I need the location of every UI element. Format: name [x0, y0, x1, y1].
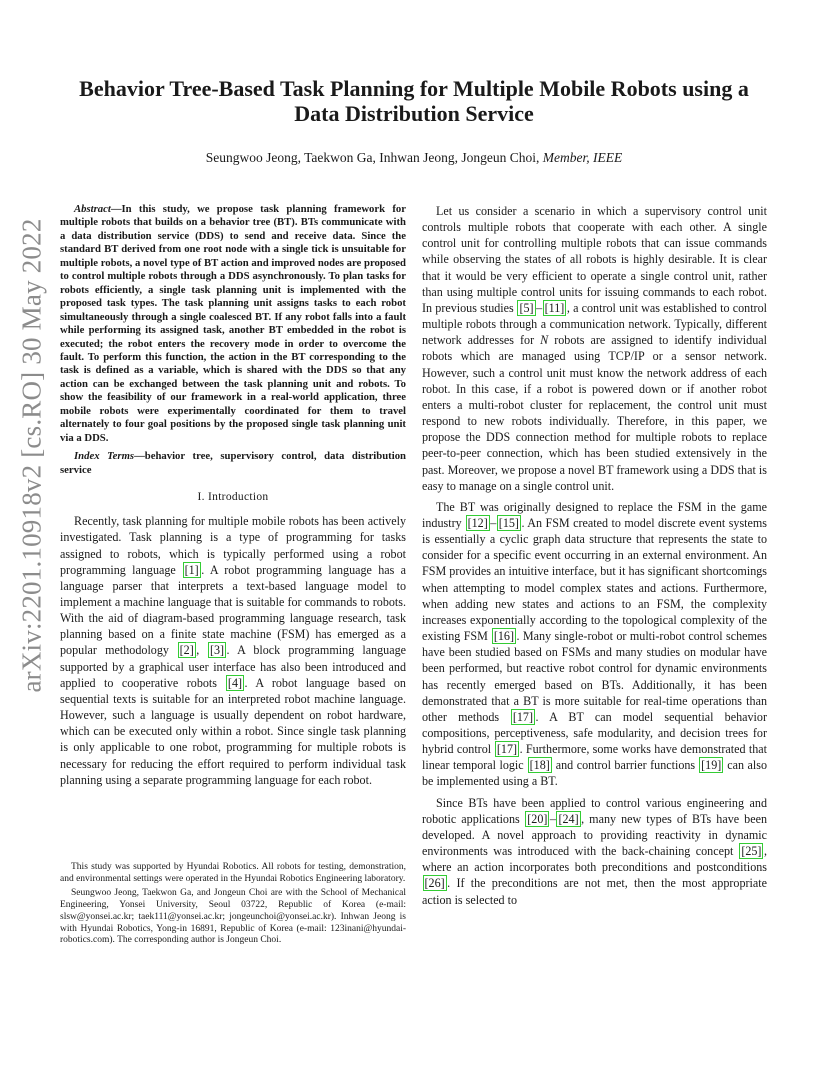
index-terms-label: Index Terms — [74, 450, 135, 463]
text-run: . A robot programming language has a language parser that interprets a text-based language model to implement a machine language that is suitable for commands to robots. With the aid of diagram-based programming language research, task planning based on a finite state machine (FSM) has emerged as a popular methodology — [60, 562, 407, 658]
citation-link[interactable]: [26] — [424, 876, 445, 891]
text-run: and control barrier functions — [552, 758, 699, 773]
citation-link[interactable]: [24] — [558, 811, 579, 826]
text-run: . A BT can model sequential behavior compositions, perceptiveness, safe modularity, and decision trees for hybrid control — [422, 709, 767, 757]
citation-link[interactable]: [12] — [467, 515, 488, 530]
text-run: – — [549, 811, 556, 826]
citation-link[interactable]: [15] — [498, 515, 519, 530]
citation-link[interactable]: [17] — [496, 742, 518, 757]
text-run: . An FSM created to model discrete event systems is essentially a cyclic graph data structure that represents the state to consider for a specific event occurring in an external environment. An FSM provides an intuitive interface, but it has significant shortcomings when attempting to model complex states and actions. Furthermore, when adding new states and actions to an FSM, the complexity increases exponentially according to the topological complexity of the existing FSM — [422, 515, 767, 644]
arxiv-identifier-text: arXiv:2201.10918v2 [cs.RO] 30 May 2022 — [16, 217, 47, 693]
text-run: – — [536, 300, 543, 315]
citation-link[interactable]: [17] — [512, 709, 533, 724]
author-names: Seungwoo Jeong, Taekwon Ga, Inhwan Jeong, Jongeun Choi, — [205, 150, 540, 165]
abstract-label: Abstract — [74, 203, 111, 215]
citation-link[interactable]: [20] — [527, 811, 548, 826]
text-run: Since BTs have been applied to control various engineering and robotic applications — [422, 795, 767, 826]
text-run: can also be implemented using a BT. — [422, 758, 767, 789]
paper-title: Behavior Tree-Based Task Planning for Multiple Mobile Robots using a Data Distribution Service — [79, 76, 749, 126]
index-terms — [60, 450, 406, 477]
text-run: – — [490, 515, 497, 530]
citation-link[interactable]: [11] — [544, 300, 565, 315]
section-heading — [60, 489, 406, 505]
text-run: , a control unit was established to control multiple robots through a communication network. Typically, different network addresses for — [422, 300, 767, 348]
footnote-funding: This study was supported by Hyundai Robotics. All robots for testing, demonstration, and environmental settings were operated in the Hyundai Robotics Engineering laboratory. — [60, 862, 406, 884]
citation-link[interactable]: [25] — [741, 844, 762, 859]
text-run: , many new types of BTs have been developed. A novel approach to providing reactivity in dynamic environments was introduced with the back-chaining concept — [422, 811, 767, 859]
abstract-text: —In this study, we propose task planning framework for multiple robots that builds on a behavior tree (BT). BTs communicate with a data distribution service (DDS) to send and receive data. Since the standard BT derived from one root node with a single tick is unsuitable for multiple robots, a novel type of BT action and improved nodes are proposed to control multiple robots through a DDS asynchronously. To plan tasks for robots efficiently, a single task planning unit is implemented with the proposed task types. The task planning unit assigns tasks to each robot simultaneously through a single coalesced BT. If any robot falls into a fault while performing its assigned task, another BT embedded in the robot is executed; the robot enters the recovery mode in order to overcome the fault. To perform this function, the action in the BT corresponding to the task is defined as a variable, which is shared with the DDS so that any action can be exchanged between the task planning unit and robots. To show the feasibility of our framework in a real-world application, three mobile robots were experimentally coordinated for them to travel alternately to four goal positions by the proposed single task planning unit via a DDS. — [60, 203, 406, 444]
section-heading-text: I. Introduction — [197, 491, 269, 504]
math-variable: N — [540, 333, 549, 348]
text-run: . Many single-robot or multi-robot control schemes have been studied based on FSMs and many studies on modular have been performed, but reactive robot control for dynamic environments has recently emerged based on BTs. Additionally, it has been demonstrated that a BT is more suitable for real-time operations than other methods — [422, 629, 767, 724]
body-paragraph — [422, 499, 767, 790]
footnotes — [60, 862, 406, 950]
citation-link[interactable]: [5] — [519, 300, 534, 315]
text-run: . A block programming language supported by a graphical user interface has also been introduced and applied to cooperative robots — [60, 643, 407, 690]
author-list — [60, 150, 768, 166]
text-run: . Furthermore, some works have demonstrated that linear temporal logic — [422, 742, 767, 773]
author-role: Member, IEEE — [542, 150, 623, 165]
body-paragraph — [422, 203, 767, 494]
abstract — [60, 203, 406, 445]
citation-link[interactable]: [16] — [493, 629, 514, 644]
citation-link[interactable]: [3] — [209, 643, 225, 658]
text-run: robots are assigned to identify individual robots which are managed using TCP/IP or a sensor network. However, such a control unit must know the network address of each robot. In this case, if a robot is powered down or if another robot enters a multi-robot cluster for replacement, the control unit must respond to new robots individually. Therefore, in this paper, we propose the DDS connection method for multiple robots to replace peer-to-peer connection, which has been studied extensively in the past. Moreover, we propose a novel BT framework using a DDS that is easy to manage on a single control unit. — [422, 333, 767, 493]
body-paragraph — [422, 795, 767, 908]
text-run: Recently, task planning for multiple mobile robots has been actively investigated. Task planning is a type of programming for tasks assigned to robots, which is typically performed using a robot programming language — [60, 514, 406, 577]
citation-link[interactable]: [2] — [179, 643, 194, 658]
text-run: , — [196, 643, 208, 658]
text-run: The BT was originally designed to replace the FSM in the game industry — [422, 499, 767, 530]
text-run: , where an action incorporates both preconditions and postconditions — [422, 844, 767, 875]
left-column — [60, 203, 406, 793]
text-run: . A robot language based on sequential texts is suitable for an interpreted robot machine language. However, such a language is usually dependent on robot hardware, which can be executed only within a robot. Since single task planning is only applicable to one robot, programming for multiple robots is necessary for reducing the effort required to perform individual task planning using a separate programming language for each robot. — [60, 675, 406, 787]
text-run: . If the preconditions are not met, then the most appropriate action is selected to — [422, 876, 767, 907]
citation-link[interactable]: [4] — [227, 675, 243, 690]
arxiv-identifier — [10, 205, 54, 705]
citation-link[interactable]: [19] — [701, 758, 722, 773]
index-terms-text: —behavior tree, supervisory control, data distribution service — [60, 450, 406, 476]
right-column — [422, 203, 767, 913]
citation-link[interactable]: [18] — [529, 758, 550, 773]
footnote-affiliations: Seungwoo Jeong, Taekwon Ga, and Jongeun Choi are with the School of Mechanical Engineering, Yonsei University, Seoul 03722, Republic of Korea (e-mail: slsw@yonsei.ac.kr; taek111@yonsei.ac.kr; jongeunchoi@yonsei.ac.kr). Inhwan Jeong is with Hyundai Robotics, Yong-in 16891, Republic of Korea (e-mail: 123inani@hyundai-robotics.com). The corresponding author is Jongeun Choi. — [60, 888, 406, 946]
intro-paragraph — [60, 513, 406, 788]
citation-link[interactable]: [1] — [184, 562, 199, 577]
text-run: Let us consider a scenario in which a supervisory control unit controls multiple robots that cooperate with each other. A single control unit for controlling multiple robots that can issue commands while observing the states of all robots is highly desirable. It is clear that it would be very efficient to operate a single control unit, rather than using multiple control units for issuing commands to each robot. In previous studies — [422, 204, 767, 315]
